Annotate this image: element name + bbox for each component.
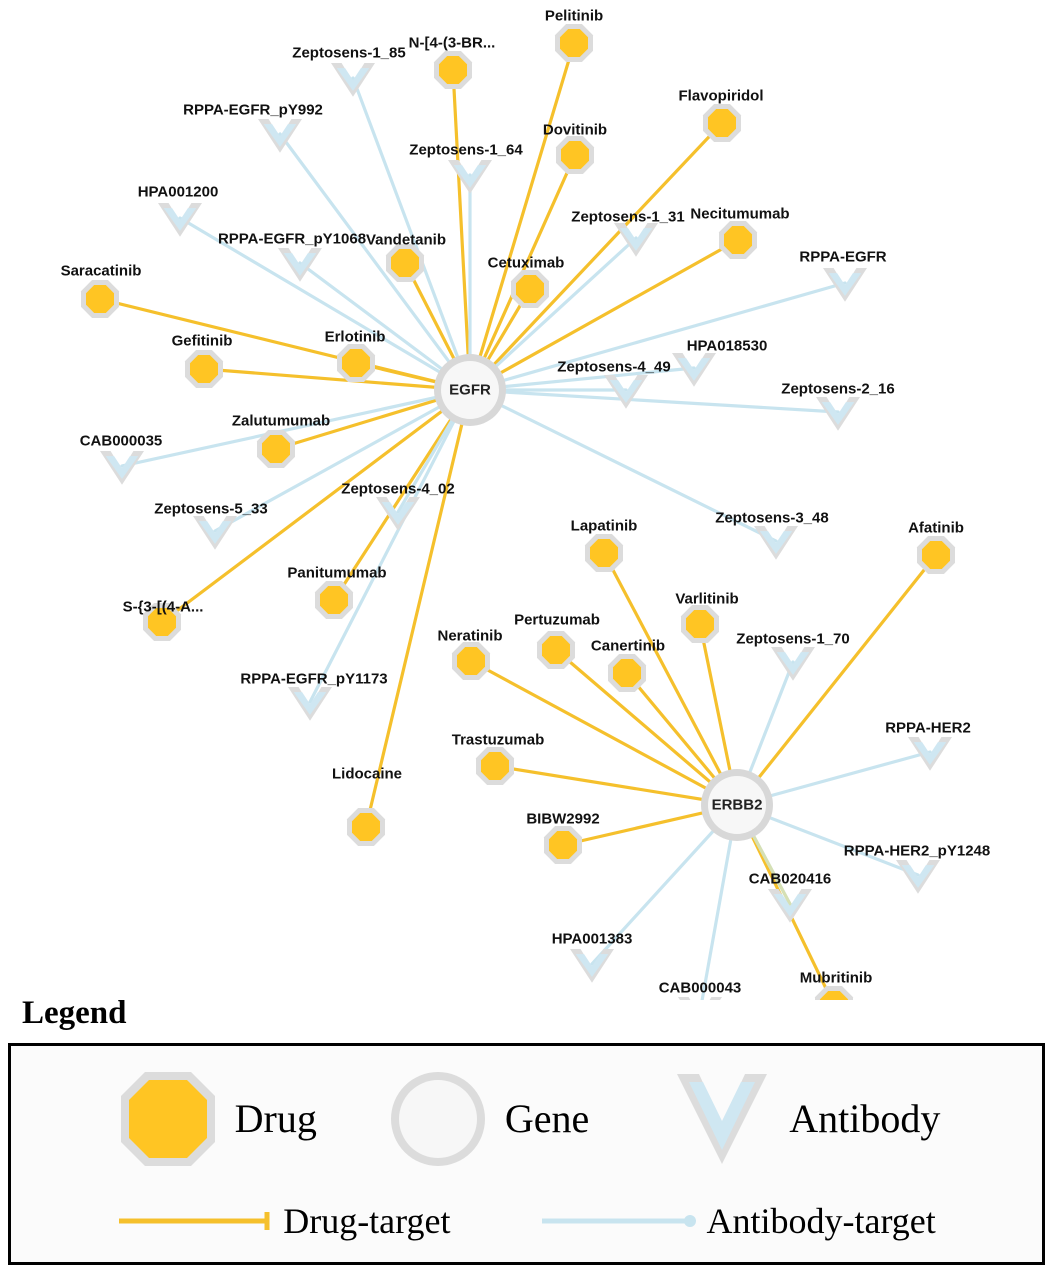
legend-box (8, 1043, 1045, 1265)
drug-label: Zalutumumab (231, 412, 331, 430)
legend-item-antibody (667, 1064, 940, 1174)
drug-label: Trastuzumab (451, 731, 545, 749)
antibody-label: Zeptosens-5_33 (154, 500, 268, 518)
antibody-node[interactable] (768, 889, 812, 923)
legend-edge-row (11, 1186, 1042, 1256)
antibody-label: HPA018530 (686, 337, 768, 355)
drug-node[interactable] (315, 581, 353, 619)
drug-node[interactable] (452, 642, 490, 680)
drug-label: Canertinib (590, 637, 666, 655)
antibody-node[interactable] (896, 860, 940, 894)
antibody-label: Zeptosens-3_48 (715, 509, 829, 527)
legend-node-row (11, 1056, 1042, 1181)
antibody-node[interactable] (193, 516, 237, 550)
drug-target-edge (470, 123, 722, 390)
drug-label: Neratinib (437, 627, 503, 645)
antibody-label: Zeptosens-1_70 (736, 630, 850, 648)
drug-node[interactable] (555, 24, 593, 62)
drug-node[interactable] (544, 826, 582, 864)
drug-target-edge-icon (117, 1209, 277, 1233)
legend-item-antibody-target (540, 1200, 935, 1242)
drug-node[interactable] (917, 536, 955, 574)
drug-target-edge (453, 70, 470, 390)
gene-label-erbb2: ERBB2 (711, 796, 763, 814)
drug-label: Pelitinib (544, 7, 604, 25)
drug-icon (113, 1064, 223, 1174)
drug-node[interactable] (556, 136, 594, 174)
antibody-label: HPA001200 (137, 183, 219, 201)
drug-label: Panitumumab (287, 564, 387, 582)
drug-label: Pertuzumab (514, 611, 600, 629)
antibody-label: CAB000035 (79, 432, 163, 450)
drug-label: Cetuximab (487, 254, 565, 272)
drug-node[interactable] (703, 104, 741, 142)
legend-label-gene: Gene (504, 1096, 590, 1141)
antibody-icon (667, 1064, 777, 1174)
drug-target-edge (470, 43, 574, 390)
drug-node[interactable] (81, 280, 119, 318)
antibody-label: Zeptosens-1_64 (409, 141, 523, 159)
antibody-node[interactable] (823, 268, 867, 302)
antibody-label: Zeptosens-1_85 (292, 44, 406, 62)
gene-icon (383, 1064, 493, 1174)
drug-node[interactable] (337, 344, 375, 382)
antibody-target-edge (215, 390, 470, 531)
drug-node[interactable] (585, 534, 623, 572)
drug-node[interactable] (681, 605, 719, 643)
legend-label-antibody-target: Antibody-target (706, 1201, 936, 1241)
drug-node[interactable] (511, 270, 549, 308)
drug-label: Vandetanib (365, 231, 447, 249)
antibody-node[interactable] (158, 203, 202, 237)
drug-node[interactable] (815, 986, 853, 1000)
antibody-node[interactable] (288, 687, 332, 721)
legend-item-gene (383, 1064, 589, 1174)
antibody-label: Zeptosens-4_49 (557, 358, 671, 376)
antibody-node[interactable] (908, 737, 952, 771)
drug-label: S-{3-[(4-A... (122, 598, 204, 616)
drug-node[interactable] (257, 430, 295, 468)
antibody-label: RPPA-EGFR (799, 248, 887, 266)
antibody-target-edge (470, 390, 838, 412)
drug-node[interactable] (476, 747, 514, 785)
antibody-target-edge (353, 78, 470, 390)
legend-label-drug-target: Drug-target (283, 1201, 451, 1241)
drug-node[interactable] (347, 808, 385, 846)
drug-label: Afatinib (908, 519, 964, 537)
legend-item-drug (113, 1064, 317, 1174)
antibody-node[interactable] (100, 451, 144, 485)
drug-label: Flavopiridol (678, 87, 764, 105)
drug-node[interactable] (537, 631, 575, 669)
antibody-label: CAB020416 (748, 870, 832, 888)
drug-label: Saracatinib (60, 262, 142, 280)
antibody-label: RPPA-HER2 (885, 719, 971, 737)
drug-label: Mubritinib (799, 969, 873, 987)
drug-label: Gefitinib (171, 332, 233, 350)
antibody-node[interactable] (678, 997, 722, 1000)
drug-node[interactable] (434, 51, 472, 89)
antibody-target-edge-icon (540, 1209, 700, 1233)
drug-label: Varlitinib (675, 590, 739, 608)
drug-label: Erlotinib (324, 328, 386, 346)
legend-item-drug-target (117, 1200, 450, 1242)
antibody-target-edge (310, 390, 470, 702)
drug-node[interactable] (185, 350, 223, 388)
antibody-label: RPPA-EGFR_pY1173 (240, 670, 388, 688)
antibody-label: RPPA-EGFR_pY1068 (217, 230, 367, 248)
drug-label: BIBW2992 (526, 810, 600, 828)
antibody-label: CAB000043 (658, 979, 742, 997)
antibody-node[interactable] (570, 949, 614, 983)
drug-label: Dovitinib (542, 121, 608, 139)
antibody-label: RPPA-EGFR_pY992 (183, 101, 323, 119)
drug-label: N-[4-(3-BR... (408, 34, 496, 52)
antibody-label: Zeptosens-1_31 (571, 208, 685, 226)
drug-node[interactable] (143, 603, 181, 641)
antibody-target-edge (470, 390, 776, 541)
gene-label-egfr: EGFR (449, 381, 491, 399)
antibody-label: RPPA-HER2_pY1248 (843, 842, 991, 860)
node-layer (81, 24, 955, 1000)
drug-label: Lidocaine (331, 765, 403, 783)
drug-label: Lapatinib (570, 517, 638, 535)
drug-target-edge (737, 555, 936, 805)
antibody-node[interactable] (754, 526, 798, 560)
antibody-label: Zeptosens-4_02 (341, 480, 455, 498)
drug-node[interactable] (608, 654, 646, 692)
antibody-node[interactable] (604, 375, 648, 409)
antibody-label: Zeptosens-2_16 (781, 380, 895, 398)
drug-node[interactable] (719, 221, 757, 259)
drug-node[interactable] (386, 244, 424, 282)
drug-label: Necitumumab (690, 205, 790, 223)
legend-label-antibody: Antibody (789, 1096, 941, 1141)
antibody-node[interactable] (816, 397, 860, 431)
antibody-label: HPA001383 (551, 930, 633, 948)
legend-title: Legend (22, 995, 127, 1031)
legend-label-drug: Drug (234, 1096, 317, 1141)
